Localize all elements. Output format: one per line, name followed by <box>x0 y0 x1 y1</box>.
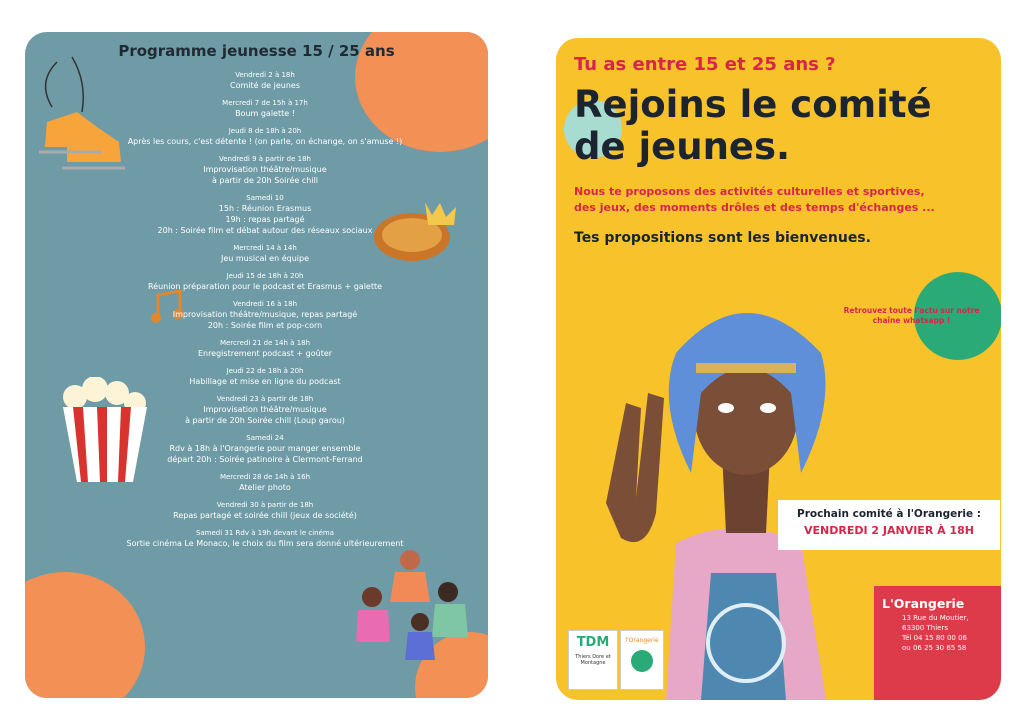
schedule-event <box>85 472 445 493</box>
event-line: Réunion préparation pour le podcast et Erasmus + galette <box>147 282 383 291</box>
event-line: Atelier photo <box>239 483 291 492</box>
event-line: 20h : Soirée film et pop-corn <box>207 321 323 330</box>
venue-name: L'Orangerie <box>882 596 965 611</box>
event-line: Repas partagé et soirée chill (jeux de société) <box>173 511 357 520</box>
orange-blob-bottom-left <box>25 572 145 698</box>
venue-address-2: 63300 Thiers <box>902 624 948 632</box>
schedule-event <box>85 70 445 91</box>
venue-box <box>874 586 1001 700</box>
event-date: Vendredi 9 à partir de 18h <box>219 155 311 163</box>
schedule-event <box>85 366 445 387</box>
event-date: Vendredi 2 à 18h <box>235 71 295 79</box>
tdm-logo: TDM Thiers Dore et Montagne <box>568 630 618 690</box>
welcome-text: Tes propositions sont les bienvenues. <box>574 230 871 246</box>
event-date: Mercredi 28 de 14h à 16h <box>219 473 311 481</box>
kids-playing-illustration <box>350 542 480 662</box>
venue-phone-1: Tél 04 15 80 00 06 <box>902 634 967 642</box>
event-date: Jeudi 8 de 18h à 20h <box>228 127 302 135</box>
event-line: à partir de 20h Soirée chill <box>211 176 319 185</box>
whatsapp-note <box>834 306 989 326</box>
program-title: Programme jeunesse 15 / 25 ans <box>118 42 395 60</box>
headline <box>574 84 994 168</box>
next-meeting-date: VENDREDI 2 JANVIER À 18H <box>804 524 974 537</box>
event-date: Vendredi 30 à partir de 18h <box>216 501 314 509</box>
tdm-logo-text: Thiers Dore et Montagne <box>575 654 611 666</box>
schedule-event <box>85 193 445 236</box>
orangerie-logo-text: l'Orangerie <box>625 637 659 644</box>
schedule-event <box>85 433 445 465</box>
next-meeting-box <box>778 500 1000 550</box>
next-meeting-label: Prochain comité à l'Orangerie : <box>797 508 981 520</box>
event-date: Jeudi 22 de 18h à 20h <box>226 367 304 375</box>
event-date: Samedi 31 Rdv à 19h devant le cinéma <box>195 529 335 537</box>
schedule-event <box>85 394 445 426</box>
event-line: 20h : Soirée film et débat autour des réseaux sociaux <box>157 226 373 235</box>
event-line: Boum galette ! <box>235 109 295 118</box>
description-line-1: Nous te proposons des activités culturelles et sportives, <box>574 185 925 198</box>
event-date: Vendredi 16 à 18h <box>232 300 298 308</box>
event-date: Mercredi 21 de 14h à 18h <box>219 339 311 347</box>
event-line: 19h : repas partagé <box>225 215 305 224</box>
schedule-event <box>85 528 445 549</box>
headline-line-2: de jeunes. <box>574 125 791 168</box>
event-date: Samedi 24 <box>246 434 284 442</box>
orangerie-logo <box>620 630 664 690</box>
event-date: Mercredi 7 de 15h à 17h <box>222 99 308 107</box>
age-question: Tu as entre 15 et 25 ans ? <box>574 54 836 75</box>
event-line: Improvisation théâtre/musique <box>203 165 327 174</box>
whatsapp-line-1: Retrouvez toute l'actu sur notre <box>843 306 980 315</box>
schedule-event <box>85 243 445 264</box>
event-line: Habillage et mise en ligne du podcast <box>189 377 341 386</box>
schedule-event <box>85 271 445 292</box>
event-date: Jeudi 15 de 18h à 20h <box>226 272 304 280</box>
event-line: départ 20h : Soirée patinoire à Clermont-Ferrand <box>167 455 363 464</box>
description-line-2: des jeux, des moments drôles et des temps d'échanges ... <box>574 201 935 214</box>
event-line: à partir de 20h Soirée chill (Loup garou) <box>185 416 345 425</box>
event-line: 15h : Réunion Erasmus <box>218 204 312 213</box>
schedule-event <box>85 299 445 331</box>
event-line: Jeu musical en équipe <box>220 254 310 263</box>
schedule-event <box>85 500 445 521</box>
schedule-event <box>85 126 445 147</box>
event-line: Sortie cinéma Le Monaco, le choix du film sera donné ultérieurement <box>126 539 404 548</box>
headline-line-1: Rejoins le comité <box>574 83 932 126</box>
schedule-list <box>85 70 445 556</box>
event-date: Vendredi 23 à partir de 18h <box>216 395 314 403</box>
event-line: Improvisation théâtre/musique, repas partagé <box>172 310 358 319</box>
left-flyer <box>25 32 488 698</box>
whatsapp-line-2: chaîne whatsapp ! <box>872 316 951 325</box>
event-line: Rdv à 18h à l'Orangerie pour manger ensemble <box>169 444 361 453</box>
event-line: Après les cours, c'est détente ! (on parle, on échange, on s'amuse !) <box>127 137 403 146</box>
event-line: Improvisation théâtre/musique <box>203 405 327 414</box>
event-line: Comité de jeunes <box>229 81 300 90</box>
venue-address-1: 13 Rue du Moutier, <box>902 614 969 622</box>
schedule-event <box>85 98 445 119</box>
schedule-event <box>85 338 445 359</box>
description <box>574 184 994 216</box>
right-flyer <box>556 38 1001 700</box>
event-line: Enregistrement podcast + goûter <box>197 349 333 358</box>
schedule-event <box>85 154 445 186</box>
event-date: Samedi 10 <box>246 194 284 202</box>
event-date: Mercredi 14 à 14h <box>233 244 297 252</box>
venue-phone-2: ou 06 25 30 65 58 <box>902 644 967 652</box>
